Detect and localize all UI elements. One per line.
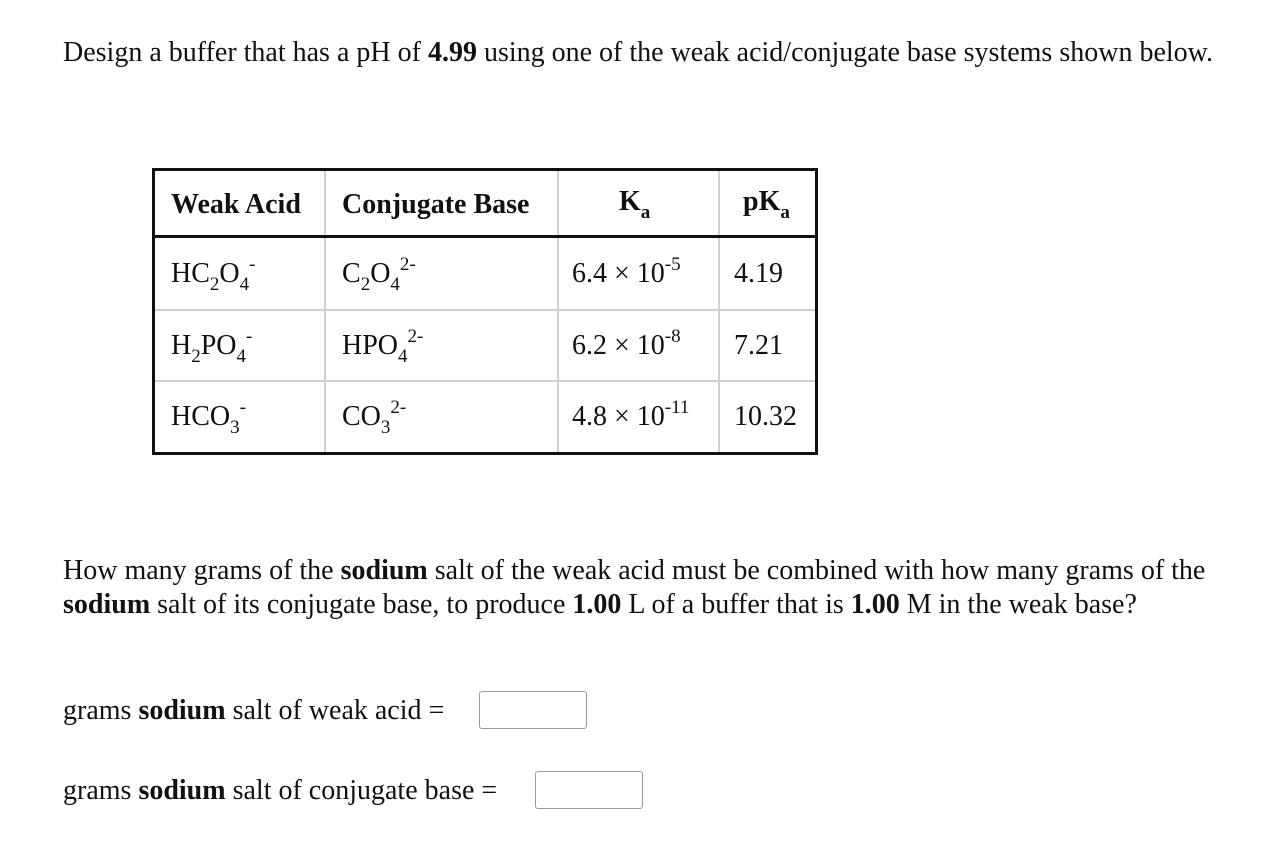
label-bold: sodium bbox=[138, 775, 226, 806]
prompt-bold: sodium bbox=[340, 555, 428, 586]
header-conjugate-base: Conjugate Base bbox=[342, 189, 530, 220]
formula-part: O bbox=[370, 258, 391, 289]
formula-part: O bbox=[219, 258, 240, 289]
label-text: salt of conjugate base = bbox=[225, 775, 498, 806]
formula-subscript: 3 bbox=[380, 417, 391, 438]
formula-subscript: 2 bbox=[191, 346, 201, 367]
header-pka-subscript: a bbox=[780, 202, 790, 223]
row1-base-formula bbox=[342, 254, 416, 295]
header-ka-subscript: a bbox=[640, 202, 651, 223]
row-divider bbox=[155, 309, 815, 311]
formula-subscript: 3 bbox=[230, 417, 240, 438]
row2-ka bbox=[572, 326, 681, 363]
question-prompt bbox=[63, 554, 1223, 622]
ka-mantissa: 4.8 × 10 bbox=[572, 401, 665, 432]
header-pka-symbol: pK bbox=[743, 186, 781, 217]
formula-subscript: 2 bbox=[209, 274, 220, 295]
label-bold: sodium bbox=[138, 695, 226, 726]
formula-subscript: 4 bbox=[239, 274, 250, 295]
formula-part: HPO bbox=[342, 330, 399, 361]
formula-charge: - bbox=[246, 326, 253, 347]
row3-acid-formula bbox=[171, 397, 246, 438]
formula-part: HCO bbox=[171, 401, 231, 432]
ka-exponent: -5 bbox=[664, 254, 681, 275]
formula-subscript: 4 bbox=[390, 274, 400, 295]
formula-part: CO bbox=[342, 401, 381, 432]
formula-subscript: 2 bbox=[360, 274, 371, 295]
intro-suffix: using one of the weak acid/conjugate base systems shown below. bbox=[476, 37, 1214, 68]
ka-exponent: -8 bbox=[664, 326, 681, 347]
base-grams-input[interactable] bbox=[535, 771, 643, 809]
prompt-text: How many grams of the bbox=[63, 555, 341, 586]
formula-charge: - bbox=[239, 397, 246, 418]
ka-mantissa: 6.4 × 10 bbox=[572, 258, 665, 289]
prompt-bold: sodium bbox=[63, 589, 151, 620]
target-ph: 4.99 bbox=[427, 37, 477, 68]
prompt-text: salt of its conjugate base, to produce bbox=[150, 589, 573, 620]
header-pka bbox=[743, 185, 790, 223]
prompt-text: salt of the weak acid must be combined with how many grams of the bbox=[427, 555, 1206, 586]
formula-subscript: 4 bbox=[398, 346, 408, 367]
row1-acid-formula bbox=[171, 254, 256, 295]
formula-part: HC bbox=[171, 258, 210, 289]
formula-part: H bbox=[171, 330, 192, 361]
label-text: salt of weak acid = bbox=[225, 695, 445, 726]
header-divider bbox=[155, 235, 815, 238]
column-divider bbox=[718, 171, 720, 452]
column-divider bbox=[324, 171, 326, 452]
formula-charge: - bbox=[249, 254, 256, 275]
formula-subscript: 4 bbox=[236, 346, 247, 367]
row2-pka: 7.21 bbox=[734, 330, 783, 361]
formula-charge: 2- bbox=[390, 397, 407, 418]
formula-part: PO bbox=[200, 330, 237, 361]
formula-part: C bbox=[342, 258, 361, 289]
prompt-text: L of a buffer that is bbox=[621, 589, 851, 620]
header-weak-acid: Weak Acid bbox=[171, 189, 301, 220]
row2-acid-formula bbox=[171, 326, 253, 367]
acid-answer-label bbox=[63, 694, 444, 728]
header-ka-symbol: K bbox=[619, 186, 641, 217]
ka-mantissa: 6.2 × 10 bbox=[572, 330, 665, 361]
row3-base-formula bbox=[342, 397, 407, 438]
base-answer-label bbox=[63, 774, 497, 808]
row3-ka bbox=[572, 397, 690, 434]
prompt-molarity: 1.00 bbox=[850, 589, 900, 620]
header-ka bbox=[619, 185, 651, 223]
row1-pka: 4.19 bbox=[734, 258, 783, 289]
formula-charge: 2- bbox=[399, 254, 416, 275]
prompt-text: M in the weak base? bbox=[899, 589, 1137, 620]
intro-prefix: Design a buffer that has a pH of bbox=[63, 37, 428, 68]
label-text: grams bbox=[63, 775, 139, 806]
label-text: grams bbox=[63, 695, 139, 726]
column-divider bbox=[557, 171, 559, 452]
buffer-systems-table bbox=[152, 168, 818, 455]
acid-grams-input[interactable] bbox=[479, 691, 587, 729]
question-intro bbox=[63, 36, 1223, 70]
row1-ka bbox=[572, 254, 681, 291]
prompt-volume: 1.00 bbox=[572, 589, 622, 620]
row2-base-formula bbox=[342, 326, 424, 367]
row3-pka: 10.32 bbox=[734, 401, 797, 432]
formula-charge: 2- bbox=[407, 326, 424, 347]
ka-exponent: -11 bbox=[664, 397, 690, 418]
row-divider bbox=[155, 380, 815, 382]
